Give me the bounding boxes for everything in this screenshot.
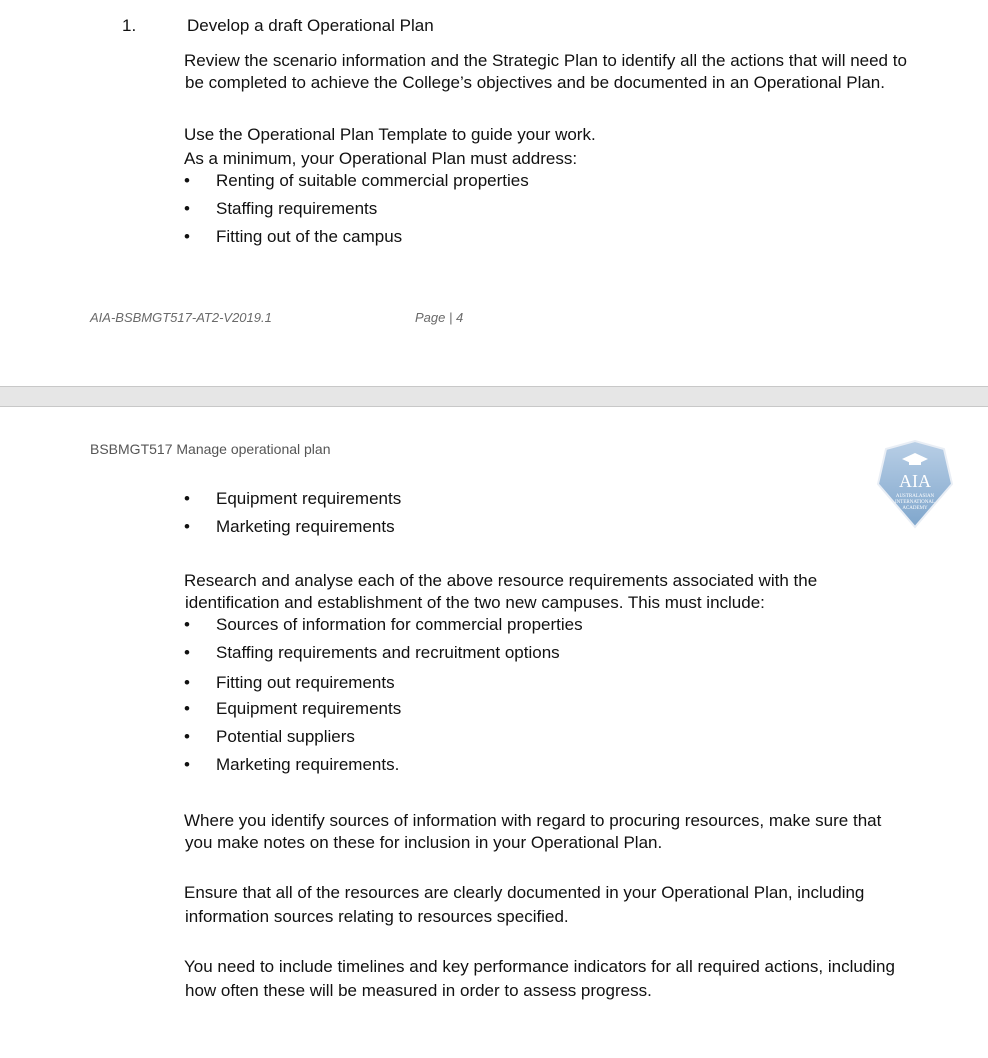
list-item: Fitting out requirements (216, 673, 395, 692)
list-item: Fitting out of the campus (216, 227, 403, 246)
footer-doc-code: AIA-BSBMGT517-AT2-V2019.1 (90, 310, 272, 325)
timelines-line-1: You need to include timelines and key performance indicators for all required actions, including (184, 957, 895, 976)
sources-line-2: you make notes on these for inclusion in your Operational Plan. (185, 833, 663, 852)
list-item: Marketing requirements (216, 517, 395, 536)
page-separator (0, 386, 988, 407)
bullet-icon: • (184, 489, 190, 508)
logo-subline-2: INTERNATIONAL (895, 500, 935, 505)
aia-logo (876, 439, 954, 529)
sources-line-1: Where you identify sources of information with regard to procuring resources, make sure that (184, 811, 882, 830)
list-item: Equipment requirements (216, 699, 402, 718)
list-item: Staffing requirements (216, 199, 378, 218)
research-line-1: Research and analyse each of the above resource requirements associated with the (184, 571, 818, 590)
bullet-icon: • (184, 199, 190, 218)
footer-page-number: Page | 4 (415, 310, 464, 325)
bullet-icon: • (184, 615, 190, 634)
template-line-1: Use the Operational Plan Template to guide your work. (184, 125, 596, 144)
bullet-icon: • (184, 171, 190, 190)
list-item: Equipment requirements (216, 489, 402, 508)
bullet-icon: • (184, 643, 190, 662)
ensure-line-2: information sources relating to resources specified. (185, 907, 569, 926)
intro-line-1: Review the scenario information and the Strategic Plan to identify all the actions that will need to (184, 51, 907, 70)
logo-subline-1: AUSTRALASIAN (895, 494, 935, 499)
section-heading: Develop a draft Operational Plan (187, 16, 434, 35)
bullet-icon: • (184, 755, 190, 774)
logo-text: AIA (899, 471, 931, 491)
list-item: Renting of suitable commercial properties (216, 171, 529, 190)
list-item: Potential suppliers (216, 727, 355, 746)
list-item: Sources of information for commercial properties (216, 615, 583, 634)
list-item: Marketing requirements. (216, 755, 400, 774)
item-number: 1. (122, 16, 137, 35)
intro-line-2: be completed to achieve the College’s objectives and be documented in an Operational Plan. (185, 73, 885, 92)
research-line-2: identification and establishment of the two new campuses. This must include: (185, 593, 765, 612)
bullet-icon: • (184, 227, 190, 246)
ensure-line-1: Ensure that all of the resources are clearly documented in your Operational Plan, including (184, 883, 865, 902)
list-item: Staffing requirements and recruitment options (216, 643, 560, 662)
logo-subline-3: ACADEMY (902, 506, 928, 511)
bullet-icon: • (184, 517, 190, 536)
bullet-icon: • (184, 673, 190, 692)
page-header: BSBMGT517 Manage operational plan (90, 441, 331, 457)
aia-shield-icon (876, 439, 954, 529)
template-line-2: As a minimum, your Operational Plan must address: (184, 149, 578, 168)
timelines-line-2: how often these will be measured in order to assess progress. (185, 981, 652, 1000)
bullet-icon: • (184, 699, 190, 718)
bullet-icon: • (184, 727, 190, 746)
